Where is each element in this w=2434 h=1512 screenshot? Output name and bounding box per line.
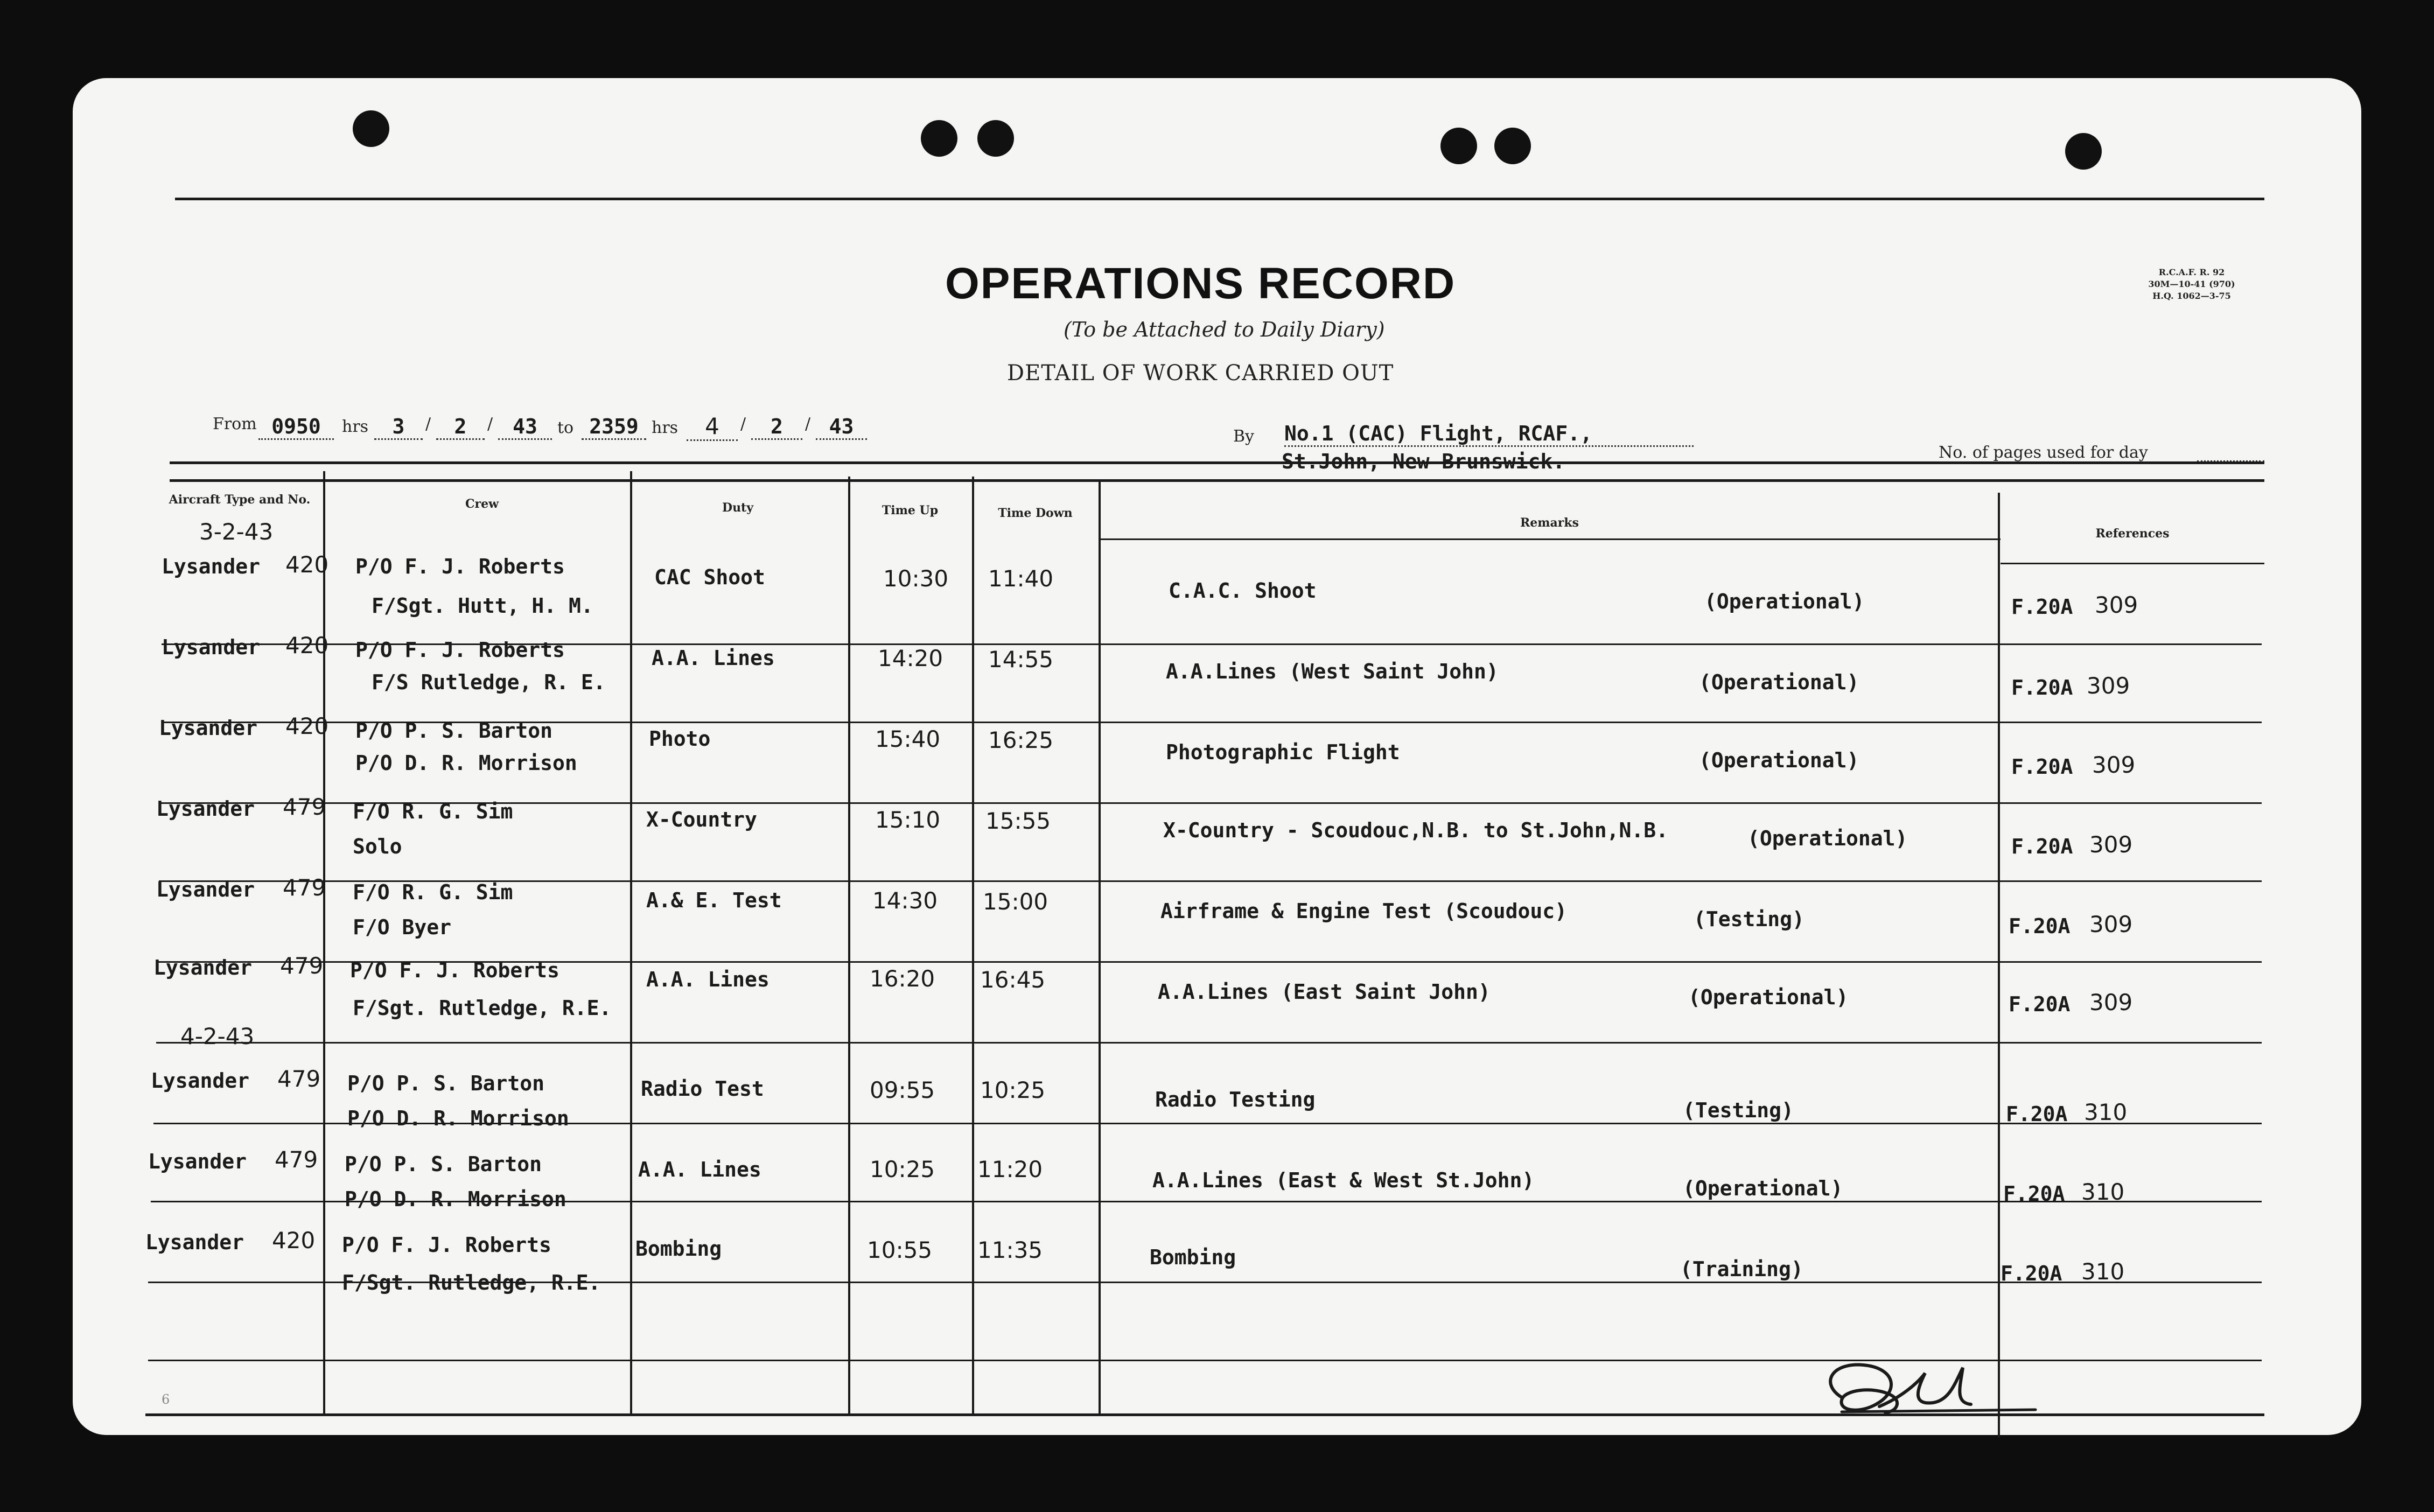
from-year: 43 [498, 415, 552, 440]
reference: F.20A [2006, 1102, 2068, 1126]
remarks: Radio Testing [1155, 1088, 1316, 1111]
slash: / [805, 415, 811, 433]
aircraft-type: Lysander [145, 1230, 244, 1254]
crew-pilot: P/O P. S. Barton [345, 1152, 542, 1176]
punch-hole [921, 120, 957, 157]
aircraft-type: Lysander [162, 635, 261, 659]
time-up: 09:55 [870, 1077, 935, 1103]
crew-pilot: P/O F. J. Roberts [355, 638, 565, 662]
time-up: 10:55 [867, 1237, 933, 1263]
unit-line-2: St.John, New Brunswick. [1282, 450, 1565, 473]
duty: Bombing [635, 1237, 722, 1261]
duty: CAC Shoot [654, 565, 765, 589]
form-code-line: 30M—10-41 (970) [2148, 279, 2235, 289]
aircraft-type: Lysander [156, 878, 255, 901]
punch-hole [1440, 128, 1477, 164]
crew-second: P/O D. R. Morrison [345, 1187, 566, 1211]
crew-pilot: F/O R. G. Sim [353, 800, 513, 823]
remarks: A.A.Lines (West Saint John) [1166, 660, 1499, 683]
duty: Photo [649, 727, 711, 751]
crew-second: F/O Byer [353, 915, 452, 939]
duty: X-Country [646, 808, 757, 831]
punch-hole [353, 110, 389, 147]
reference: F.20A [2011, 835, 2073, 858]
to-year: 43 [816, 415, 867, 440]
time-up: 14:30 [872, 887, 938, 914]
remarks: X-Country - Scoudouc,N.B. to St.John,N.B. [1163, 818, 1668, 842]
category: (Operational) [1704, 590, 1865, 613]
remarks: Bombing [1150, 1245, 1236, 1269]
aircraft-no: 479 [283, 874, 326, 901]
slash: / [487, 415, 493, 433]
aircraft-no: 420 [285, 713, 329, 739]
aircraft-no: 420 [272, 1227, 316, 1254]
reference-no: 309 [2095, 592, 2138, 618]
remarks: C.A.C. Shoot [1169, 579, 1317, 603]
aircraft-type: Lysander [159, 716, 258, 740]
hrs-label: hrs [342, 417, 369, 436]
form-code-line: R.C.A.F. R. 92 [2158, 267, 2225, 277]
col-references: References [2095, 527, 2170, 541]
category: (Testing) [1694, 907, 1804, 931]
duty: A.A. Lines [638, 1158, 761, 1181]
date-header: 3-2-43 [199, 519, 274, 545]
reference: F.20A [2009, 914, 2071, 938]
crew-pilot: P/O F. J. Roberts [355, 555, 565, 578]
hrs-label: hrs [652, 418, 679, 437]
unit-line-1: No.1 (CAC) Flight, RCAF., [1284, 422, 1694, 447]
subtitle: (To be Attached to Daily Diary) [1064, 318, 1385, 341]
aircraft-no: 479 [275, 1146, 318, 1173]
table-row [73, 874, 2361, 958]
duty: A.& E. Test [646, 888, 782, 912]
remarks: Photographic Flight [1166, 740, 1400, 764]
slash: / [425, 415, 431, 433]
category: (Operational) [1683, 1177, 1843, 1200]
aircraft-type: Lysander [148, 1150, 247, 1173]
to-time: 2359 [582, 415, 646, 440]
pages-label: No. of pages used for day [1939, 443, 2148, 462]
time-down: 11:35 [977, 1237, 1043, 1263]
time-down: 11:40 [988, 565, 1054, 592]
table-row [73, 953, 2361, 1037]
crew-pilot: P/O F. J. Roberts [350, 958, 559, 982]
reference-no: 310 [2084, 1099, 2128, 1125]
duty: A.A. Lines [646, 968, 770, 991]
table-row [73, 713, 2361, 797]
crew-second: F/Sgt. Rutledge, R.E. [342, 1271, 601, 1294]
crew-second: F/Sgt. Rutledge, R.E. [353, 996, 612, 1020]
top-rule [175, 198, 2264, 200]
col-time-down: Time Down [998, 506, 1073, 520]
detail-heading: DETAIL OF WORK CARRIED OUT [1007, 361, 1394, 386]
reference-no: 309 [2087, 673, 2130, 699]
time-up: 10:25 [870, 1156, 935, 1182]
reference: F.20A [2011, 676, 2073, 699]
slash: / [740, 415, 746, 433]
duty: Radio Test [641, 1077, 764, 1101]
punch-hole [977, 120, 1014, 157]
category: (Testing) [1683, 1098, 1794, 1122]
crew-second: F/Sgt. Hutt, H. M. [372, 594, 593, 618]
table-header-rule [170, 479, 2264, 482]
to-label: to [557, 418, 574, 437]
time-down: 16:25 [988, 727, 1054, 753]
crew-pilot: P/O F. J. Roberts [342, 1233, 551, 1257]
reference-no: 310 [2081, 1258, 2125, 1285]
from-label: From [213, 415, 257, 433]
aircraft-no: 420 [285, 632, 329, 659]
from-day: 3 [374, 415, 423, 440]
col-crew: Crew [465, 497, 499, 511]
crew-pilot: P/O P. S. Barton [347, 1072, 545, 1095]
aircraft-type: Lysander [162, 555, 261, 578]
time-down: 15:00 [983, 888, 1048, 915]
remarks: Airframe & Engine Test (Scoudouc) [1160, 899, 1567, 923]
category: (Training) [1680, 1257, 1803, 1281]
punch-hole [2065, 133, 2102, 170]
table-row [73, 1227, 2361, 1311]
date-header: 4-2-43 [180, 1023, 255, 1049]
time-down: 16:45 [980, 967, 1046, 993]
to-month: 2 [751, 415, 802, 440]
table-top-rule [170, 461, 2264, 464]
time-down: 11:20 [977, 1156, 1043, 1182]
aircraft-no: 420 [285, 551, 329, 578]
row-rule [156, 1042, 2262, 1044]
time-down: 14:55 [988, 646, 1054, 673]
crew-second: Solo [353, 835, 402, 858]
from-month: 2 [436, 415, 485, 440]
duty: A.A. Lines [652, 646, 775, 670]
col-remarks: Remarks [1520, 516, 1579, 530]
time-down: 10:25 [980, 1077, 1046, 1103]
time-up: 14:20 [878, 645, 943, 671]
remarks: A.A.Lines (East Saint John) [1158, 980, 1491, 1004]
form-code [2127, 267, 2256, 302]
table-row [73, 551, 2361, 635]
reference: F.20A [2011, 755, 2073, 779]
reference-no: 309 [2089, 911, 2133, 937]
reference: F.20A [2009, 992, 2071, 1016]
crew-second: P/O D. R. Morrison [355, 751, 577, 775]
aircraft-type: Lysander [151, 1069, 250, 1093]
table-row [73, 1066, 2361, 1150]
corner-mark: 6 [162, 1392, 170, 1407]
reference-no: 309 [2089, 831, 2133, 858]
crew-second: P/O D. R. Morrison [347, 1107, 569, 1130]
reference: F.20A [2011, 595, 2073, 619]
operations-record-card [73, 78, 2361, 1435]
signature-mark [1809, 1346, 2111, 1432]
time-up: 15:10 [875, 807, 941, 833]
by-label: By [1233, 427, 1254, 446]
table-row [73, 632, 2361, 716]
aircraft-no: 479 [280, 953, 324, 979]
category: (Operational) [1747, 827, 1908, 850]
crew-pilot: P/O P. S. Barton [355, 719, 553, 743]
category: (Operational) [1688, 985, 1849, 1009]
to-day: 4 [687, 413, 738, 441]
time-up: 10:30 [883, 565, 949, 592]
category: (Operational) [1699, 748, 1859, 772]
reference: F.20A [2003, 1182, 2065, 1206]
col-time-up: Time Up [882, 503, 939, 517]
crew-pilot: F/O R. G. Sim [353, 880, 513, 904]
from-time: 0950 [258, 415, 334, 440]
reference-no: 309 [2089, 989, 2133, 1016]
col-aircraft: Aircraft Type and No. [169, 493, 311, 507]
punch-hole [1494, 128, 1531, 164]
crew-second: F/S Rutledge, R. E. [372, 670, 606, 694]
aircraft-no: 479 [283, 794, 326, 820]
table-row [73, 1146, 2361, 1230]
remarks: A.A.Lines (East & West St.John) [1152, 1168, 1535, 1192]
aircraft-type: Lysander [153, 956, 253, 979]
col-duty: Duty [722, 501, 754, 515]
time-up: 16:20 [870, 965, 935, 992]
form-code-line: H.Q. 1062—3-75 [2152, 291, 2231, 301]
table-row [73, 794, 2361, 878]
time-up: 15:40 [875, 726, 941, 752]
reference: F.20A [2001, 1262, 2062, 1285]
aircraft-type: Lysander [156, 797, 255, 821]
reference-no: 310 [2081, 1179, 2125, 1205]
aircraft-no: 479 [277, 1066, 321, 1092]
category: (Operational) [1699, 670, 1859, 694]
page-title: OPERATIONS RECORD [945, 259, 1456, 308]
reference-no: 309 [2092, 752, 2136, 778]
time-down: 15:55 [985, 808, 1051, 834]
rule [1099, 538, 2001, 540]
